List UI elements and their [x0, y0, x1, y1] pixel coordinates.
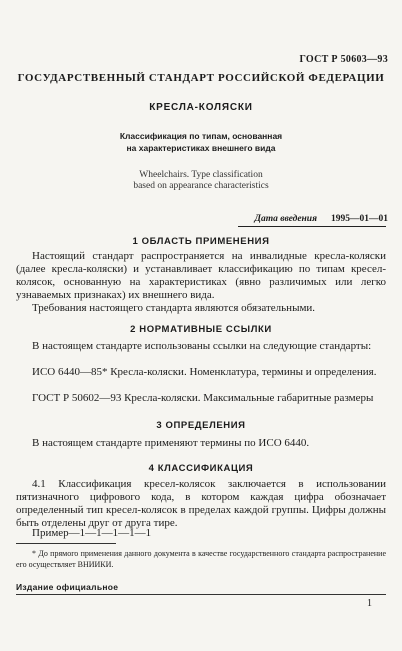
document-subtitle	[0, 130, 402, 154]
footnote: * До прямого применения данного документа в качестве государственного стандарта распространение его осуществляет ВНИИКИ.	[16, 549, 386, 569]
section-2-paragraph-2: ИСО 6440—85* Кресла-коляски. Номенклатура, термины и определения.	[32, 366, 377, 378]
section-1-paragraph-2: Требования настоящего стандарта являются обязательными.	[32, 302, 316, 314]
introduction-date	[255, 214, 389, 224]
footer-divider	[16, 594, 386, 595]
english-title-line-2: based on appearance characteristics	[133, 181, 269, 191]
section-2-paragraph-3: ГОСТ Р 50602—93 Кресла-коляски. Максимальные габаритные размеры	[32, 392, 374, 404]
section-1-paragraph-1: Настоящий стандарт распространяется на инвалидные кресла-коляски (далее кресла-коляски) и устанавливает классификацию по типам кресел-колясок, основанную на характеристиках (явно различимых или легко узнаваемых признаках) их внешнего вида.	[16, 250, 386, 301]
section-4-heading: 4 КЛАССИФИКАЦИЯ	[148, 463, 254, 474]
standard-code: ГОСТ Р 50603—93	[299, 54, 388, 65]
edition-label: Издание официальное	[16, 582, 119, 592]
document-title: КРЕСЛА-КОЛЯСКИ	[149, 102, 253, 113]
section-2-heading: 2 НОРМАТИВНЫЕ ССЫЛКИ	[130, 324, 272, 335]
section-1-heading: 1 ОБЛАСТЬ ПРИМЕНЕНИЯ	[132, 236, 270, 247]
english-title	[0, 170, 402, 192]
section-4-paragraph-1: 4.1 Классификация кресел-колясок заключается в использовании пятизначного цифрового кода, в котором каждая цифра обозначает определенный тип кресел-колясок в пределах каждой группы. Цифры должны быть отделены друг от друга тире.	[16, 478, 386, 529]
footnote-divider	[16, 543, 116, 544]
subtitle-line-1: Классификация по типам, основанная	[119, 131, 283, 141]
introduction-date-label: Дата введения	[254, 214, 317, 224]
section-3-paragraph-1: В настоящем стандарте применяют термины по ИСО 6440.	[32, 437, 310, 449]
page-number: 1	[367, 598, 372, 609]
section-3-heading: 3 ОПРЕДЕЛЕНИЯ	[156, 420, 246, 431]
header-divider	[238, 226, 386, 227]
subtitle-line-2: на характеристиках внешнего вида	[126, 143, 276, 153]
section-4-example: Пример—1—1—1—1—1	[32, 527, 152, 539]
english-title-line-1: Wheelchairs. Type classification	[139, 170, 263, 180]
organization-title: ГОСУДАРСТВЕННЫЙ СТАНДАРТ РОССИЙСКОЙ ФЕДЕРАЦИИ	[17, 72, 385, 84]
introduction-date-value: 1995—01—01	[331, 214, 388, 224]
section-2-paragraph-1: В настоящем стандарте использованы ссылки на следующие стандарты:	[32, 340, 372, 352]
